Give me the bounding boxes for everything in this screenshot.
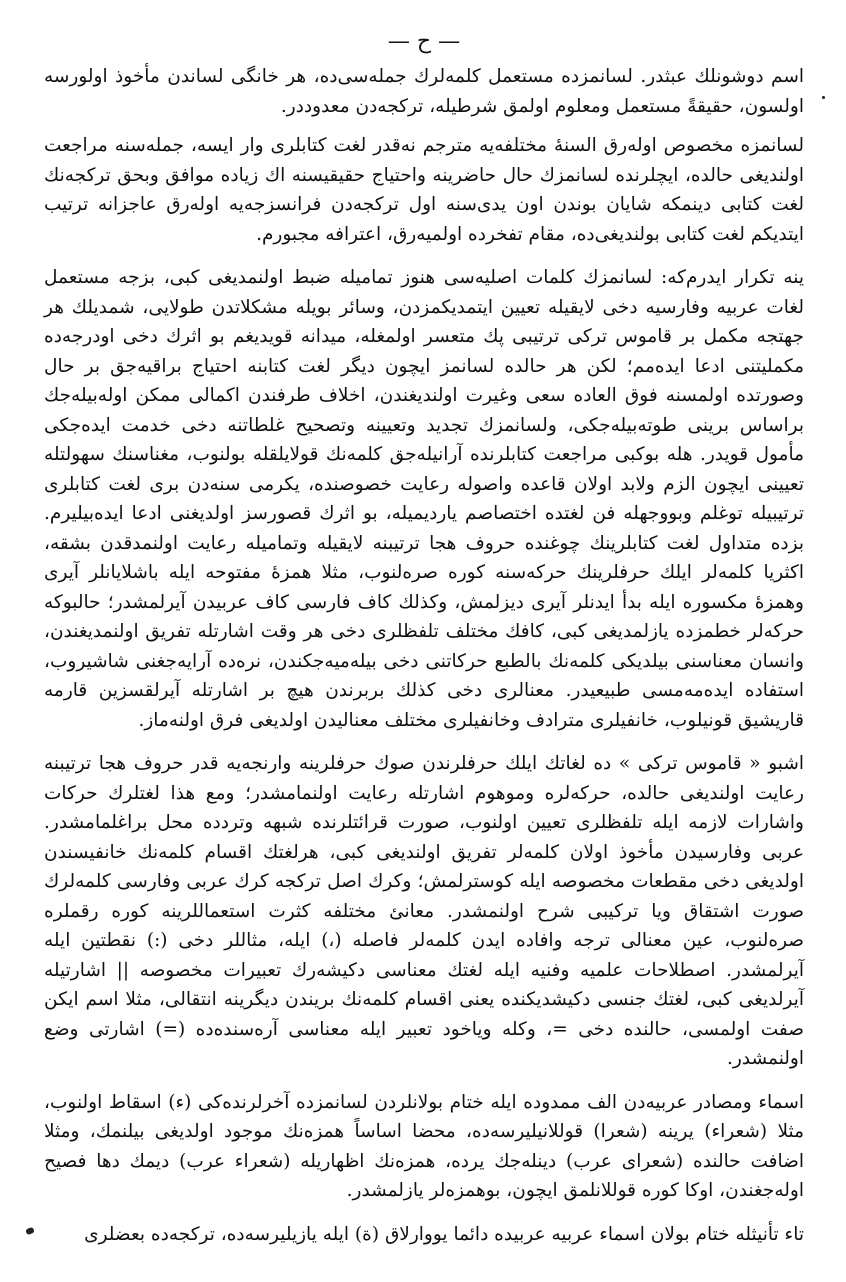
paragraph: لسانمزه مخصوص اوله‌رق السنهٔ مختلفه‌یه مترجم نه‌قدر لغت کتابلری وار ایسه، جمله‌سنه مراجعت اولندیغی حالده، ایچلرنده لسانمزك حال حاضرینه واحتیاج حقیقیسنه اك زیاده موافق وبحق ترکجه‌نك لغت کتابی دینمکه شایان بوندن اون یدی‌سنه اول ترکجه‌دن فرانسزجه‌یه اوله‌رق عاجزانه ترتیب ایتدیکم لغت کتابی بولندیغی‌ده، مقام تفخرده اولمیه‌رق، اعترافه مجبورم. (44, 135, 804, 245)
paragraph: اسماء ومصادر عربیه‌دن الف ممدوده ایله ختام بولانلردن لسانمزده آخرلرنده‌کی (ء) اسقاط اولنوب، مثلا (شعراء) یرینه (شعرا) قوللانیلیرسه‌ده، محضا اساساً همزه‌نك موجود اولدیغی بیلنمك، ومثلا اضافت حالنده (شعرای عرب) دینله‌جك یرده، همزه‌نك اظهاریله (شعراء عرب) دیمك دها فصیح اوله‌جغندن، اوکا کوره قوللانلمق ایچون، بوهمزه‌لر یازلمشدر. (44, 1091, 804, 1201)
paragraph: اسم دوشونلك عبثدر. لسانمزده مستعمل كلمه‌لرك جمله‌سی‌ده، هر خانگی لساندن مأخوذ اولورسه اولسون، حقیقةً مستعمل ومعلوم اولمق شرطیله، ترکجه‌دن معدوددر. (44, 66, 804, 117)
paragraph: اشبو « قاموس ترکی » ده لغاتك ایلك حرفلرندن صوك حرفلرینه وارنجه‌یه قدر حروف هجا ترتیبنه رعایت اولندیغی حالده، حرکه‌لره وموهوم اشارتله رعایت اولنمامشدر؛ ومع هذا لغتلرك حرکات واشارات لازمه ایله تلفظلری تعیین اولنوب، صورت قرائتلرنده شبهه وتردده محل براغلمامشدر. عربی وفارسیدن مأخوذ اولان کلمه‌لر تفریق اولندیغی کبی، هرلغتك اقسام کلمه‌نك خانفیسندن اولدیغی دخی مقطعات مخصوصه ایله کوسترلمش؛ وکرك اصل ترکجه کرك عربی وفارسی کلمه‌لرك صورت اشتقاق ویا ترکیبی شرح اولنمشدر. معانئ مختلفه کثرت استعماللرینه کوره رقملره صرەلنوب، عین معنالی ترجه وافاده ایدن کلمه‌لر فاصله (،) ایله، مثاللر دخی (:) نقطتین ایله آیرلمشدر. اصطلاحات علمیه وفنیه ایله لغتك معناسی دکیشه‌رك تعبیرات مخصوصه || اشارتیله آیرلدیغی کبی، لغتك جنسی دکیشدیکنده یعنی اقسام کلمه‌نك بریندن دیگرینه انتقالی، مثلا اسم ایکن صفت اولمسی، حالنده دخی =، وکله ویاخود تعبیر ایله معناسی آره‌سنده‌ده (=) اشارتی وضع اولنمشدر. (44, 753, 804, 1069)
paragraph: ینه تکرار ایدرم‌که: لسانمزك کلمات اصلیه‌سی هنوز تمامیله ضبط اولنمدیغی کبی، بزجه مستعمل لغات عربیه وفارسیه دخی لایقیله تعیین ایتمدیکمزدن، وسائر بویله مشکلاتدن طولایی، شمدیلك هر جهتجه مکمل بر قاموس ترکی ترتیبی پك متعسر اولمغله، میدانه قویدیغم بو اثرك دخی اودرجه‌ده مکملیتنی ادعا ایده‌مم؛ لکن هر حالده لسانمز ایچون دیگر لغت کتابنه احتیاج براقیه‌جق بر حال وصورتده اولمسنه فوق العاده سعی وغیرت اولندیغندن، اخلاف طرفندن اکمالی ممکن اوله‌بیله‌جك براساس برینی طوته‌بیله‌جکی، ولسانمزك تجدید وتعیینه وتصحیح غلطاتنه دخی خدمت ایده‌جکی مأمول قویدر. هله بوکبی مراجعت کتابلرنده آرانیله‌جق کلمه‌نك قولایلقله بولنوب، مغناسنك سهولتله تعیینی ایچون الزم ولابد اولان قاعده واصوله رعایت خصوصنده، یکرمی سنه‌دن بری لغت کتابلری ترتیبیله توغلم وبووجهله فن لغتده اختصاصم یاردیمیله، بو اثرك قصورسز اولدیغنی ادعا ایده‌بیلیرم. بزده متداول لغت کتابلرینك چوغنده حروف هجا ترتیبنه لایقیله وتمامیله رعایت اولنمدقدن بشقه، اکثریا کلمه‌لر ایلك حرفلرینك حرکه‌سنه کوره صرەلنوب، مثلا همزهٔ مفتوحه ایله باشلایانلر آیری وهمزهٔ مکسوره ایله بدأ ایدنلر آیری دیزلمش، وکذلك کاف فارسی کاف عربیدن آیرلمشدر؛ حالبوکه حرکه‌لر خطمزده یازلمدیغی کبی، کافك مختلف تلفظلری دخی هر وقت اشارتله تفریق اولنمدیغندن، وانسان معناسنی بیلدیکی کلمه‌نك بالطبع حرکاتنی دخی بیلەمیه‌جکندن، نره‌ده آرایه‌جغنی شاشیروب، استفاده ایده‌مه‌مسی طبیعیدر. معنالری دخی کذلك بربرندن هیچ بر اشارتله آیرلقسزین قارمه قاریشیق قونیلوب، خانفیلری مترادف وخانفیلری مختلف معنالیدن اولدیغی فرق اولنه‌ماز. (44, 267, 804, 731)
page-number: — ح — (387, 29, 461, 54)
ink-speck (25, 1227, 35, 1235)
ink-speck (822, 96, 825, 99)
paragraph: تاء تأنیثله ختام بولان اسماء عربیه عربیده دائما یووارلاق (ة) ایله یازیلیرسه‌ده، ترکجه‌ده بعضلری (84, 1223, 804, 1245)
